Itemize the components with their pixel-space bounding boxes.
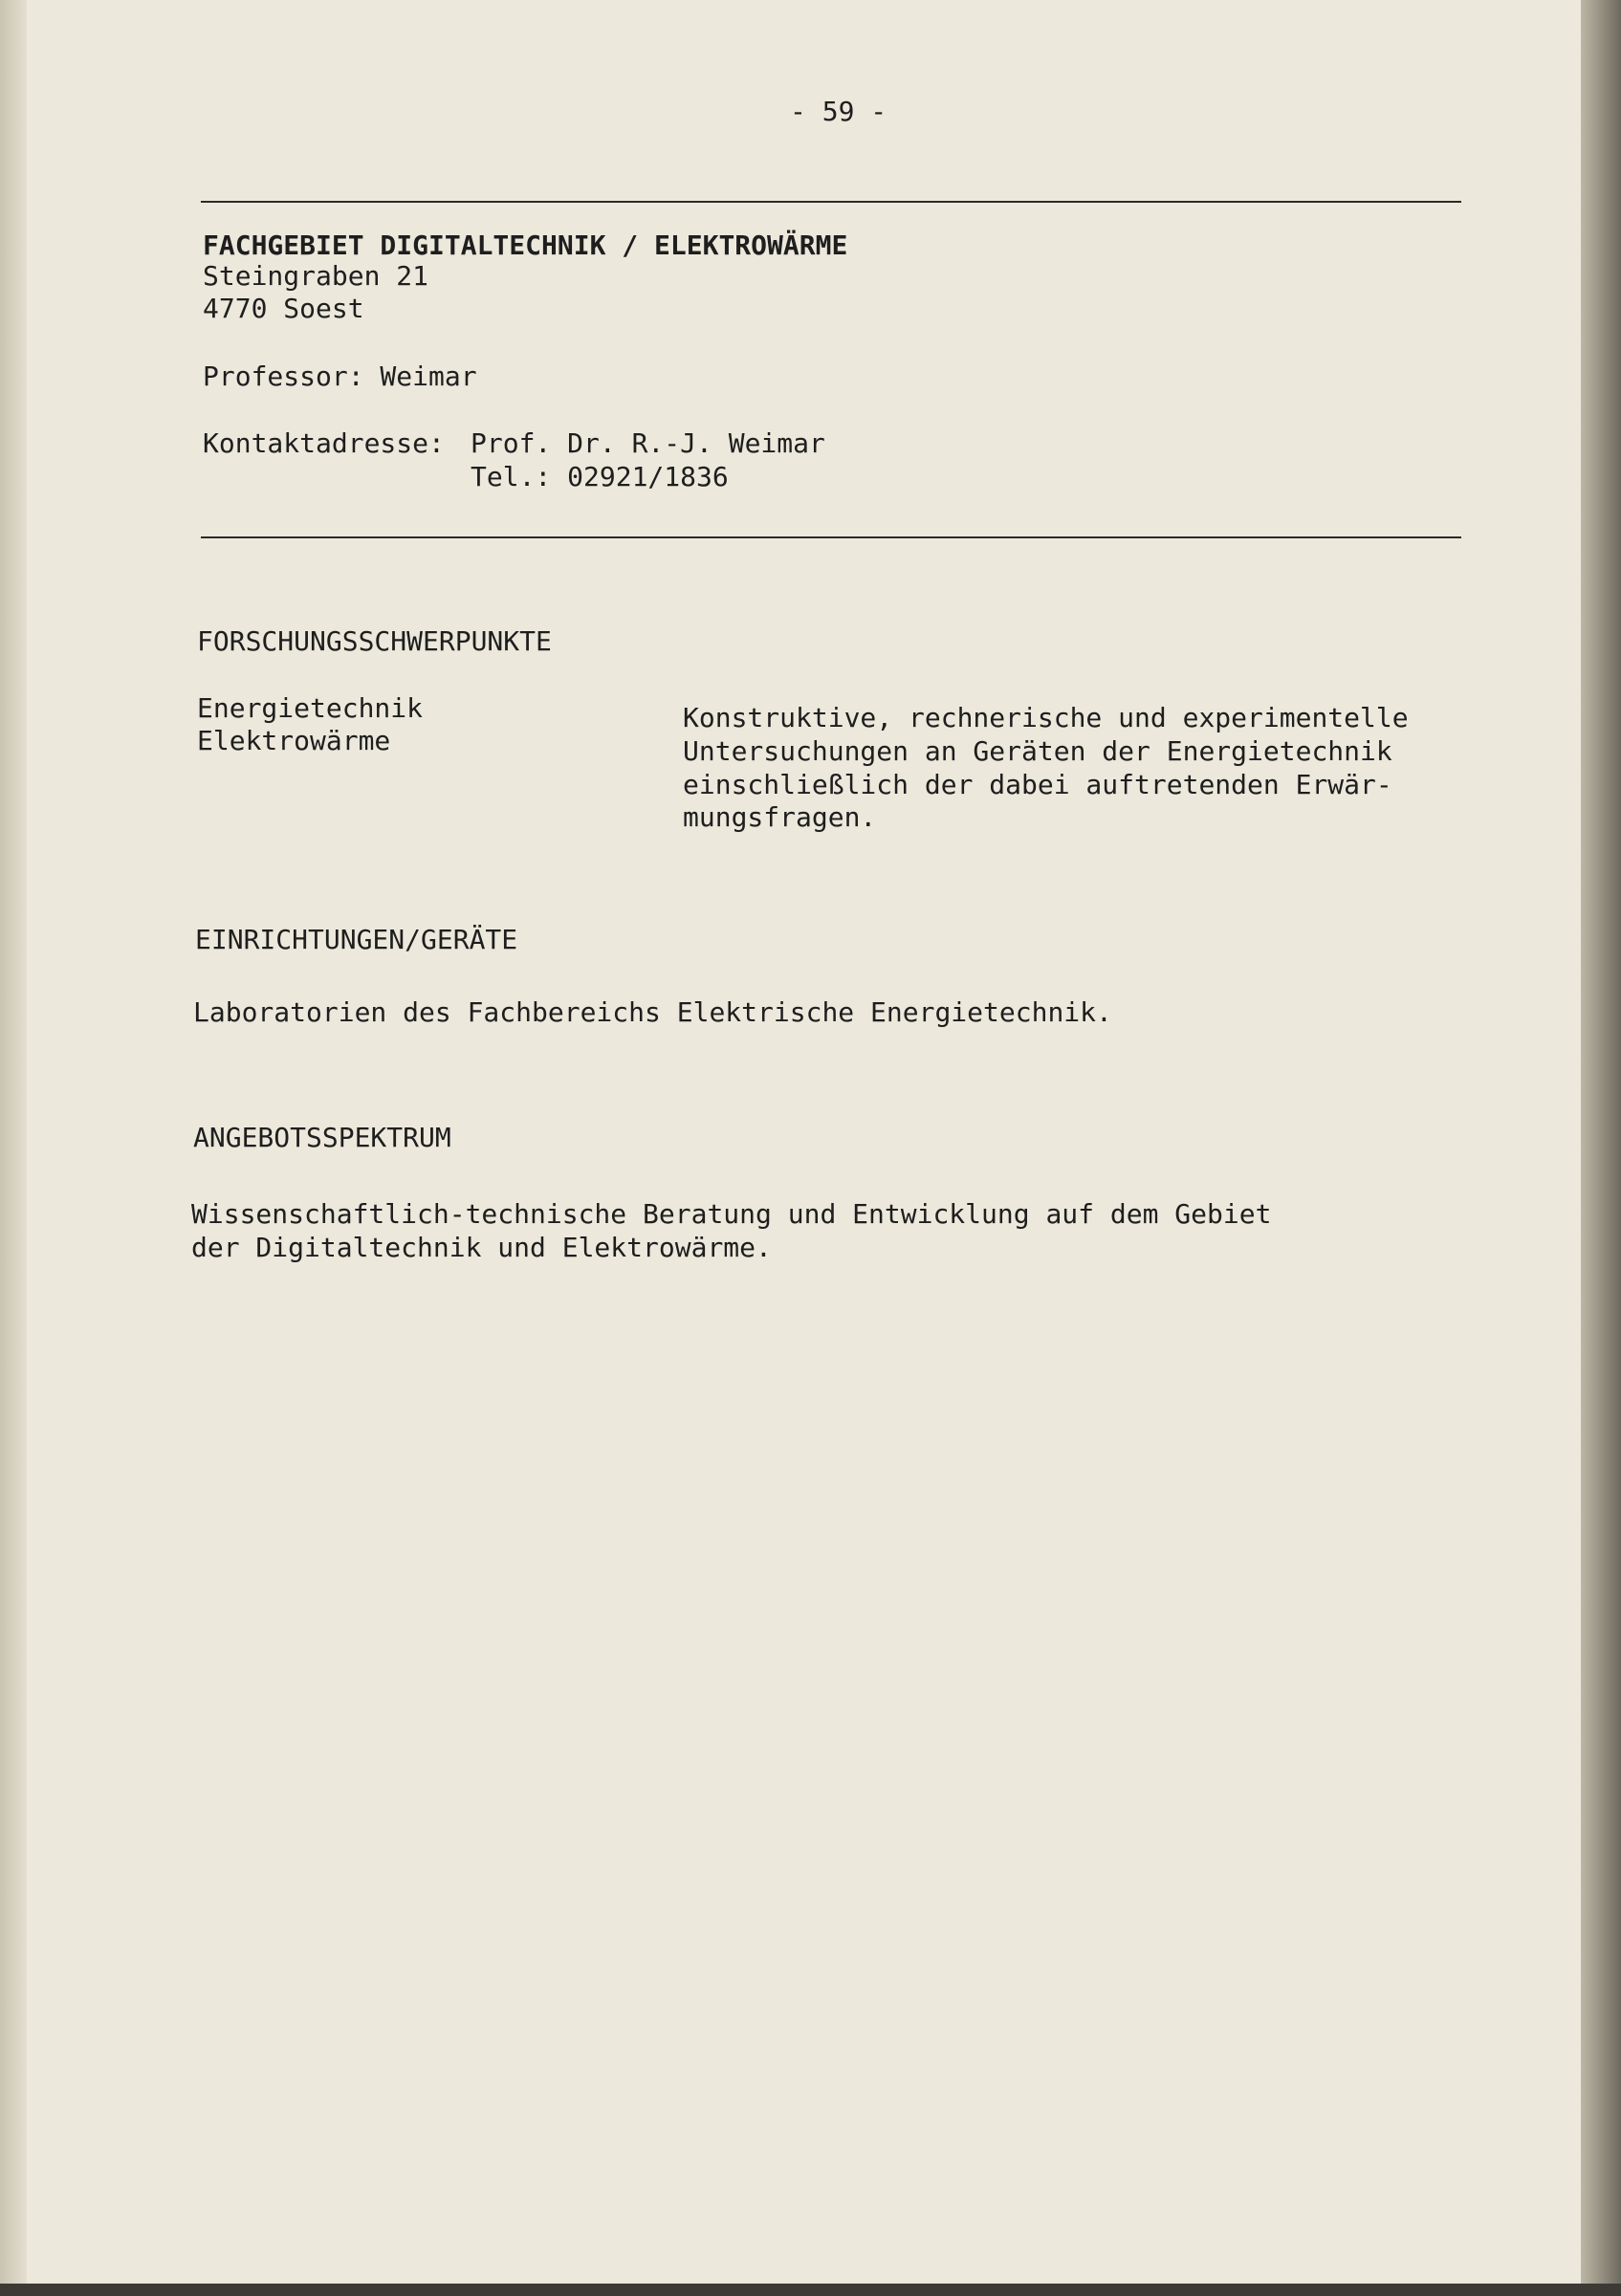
research-topic: Elektrowärme [197,725,391,756]
research-description-line: Untersuchungen an Geräten der Energietechnik [683,735,1392,767]
address-city: 4770 Soest [203,293,364,324]
research-description-line: mungsfragen. [683,801,877,833]
research-heading: FORSCHUNGSSCHWERPUNKTE [197,625,552,657]
bottom-page-edge [0,2284,1621,2296]
offers-text-line: Wissenschaftlich-technische Beratung und Entwicklung auf dem Gebiet [191,1198,1272,1230]
facilities-heading: EINRICHTUNGEN/GERÄTE [195,924,518,955]
left-binding-gutter [0,0,27,2296]
facilities-text: Laboratorien des Fachbereichs Elektrische Energietechnik. [193,996,1112,1028]
professor-line: Professor: Weimar [203,361,477,392]
page-number: - 59 - [790,96,887,127]
contact-name: Prof. Dr. R.-J. Weimar [471,427,825,459]
research-description-line: Konstruktive, rechnerische und experimentelle [683,702,1409,733]
research-topic: Energietechnik [197,692,424,724]
research-description-line: einschließlich der dabei auftretenden Erwär- [683,769,1392,800]
contact-label: Kontaktadresse: [203,427,445,459]
address-street: Steingraben 21 [203,260,429,292]
department-title: FACHGEBIET DIGITALTECHNIK / ELEKTROWÄRME [203,230,848,261]
offers-text-line: der Digitaltechnik und Elektrowärme. [191,1232,772,1263]
right-page-edge [1581,0,1621,2296]
offers-heading: ANGEBOTSSPEKTRUM [193,1122,451,1153]
contact-phone: Tel.: 02921/1836 [471,461,729,492]
header-divider [201,536,1461,538]
top-divider [201,201,1461,203]
